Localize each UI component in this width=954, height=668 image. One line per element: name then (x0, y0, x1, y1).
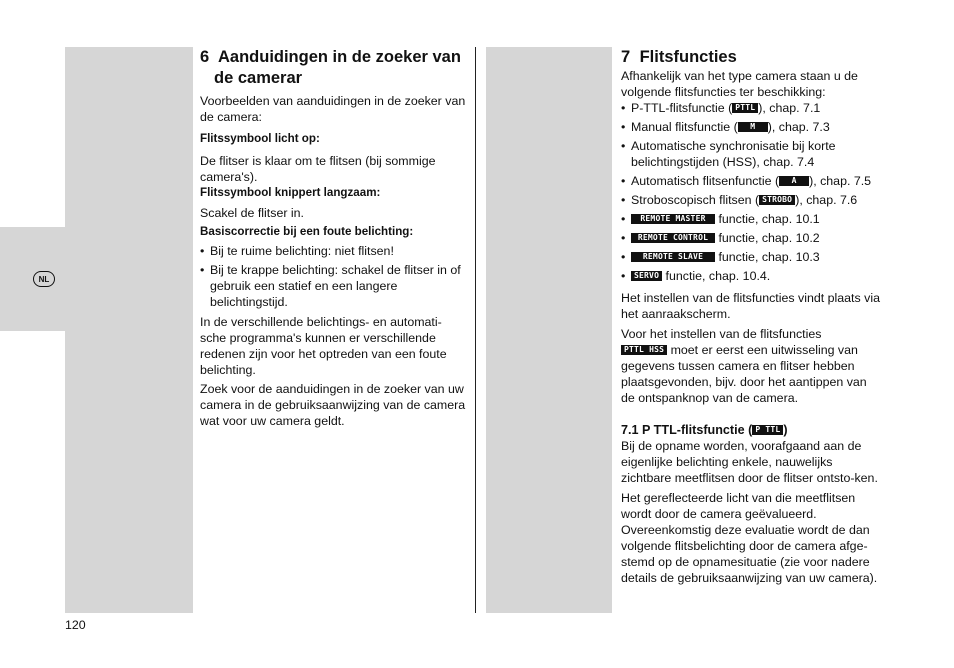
right-column (621, 47, 883, 586)
section-6-title-line2: de camerar (214, 69, 303, 87)
lit-text: De flitser is klaar om te flitsen (bij sommige camera's). (200, 154, 436, 184)
page-number: 120 (65, 618, 86, 632)
list-item: • Bij te krappe belichting: schakel de flitser in of gebruik een statief en een langere belichtingstijd. (200, 262, 466, 310)
left-column (200, 47, 466, 429)
intro-text: Voorbeelden van aanduidingen in de zoeker van de camera: (200, 94, 466, 124)
list-item: • SERVO functie, chap. 10.4. (621, 268, 883, 284)
blink-text: Scakel de flitser in. (200, 206, 304, 220)
strobo-icon: STROBO (759, 195, 795, 205)
subheading-blink: Flitssymbool knippert langzaam: (200, 186, 381, 199)
paragraph-setup: Voor het instellen van de flitsfuncties PTTL HSS moet er eerst een uitwisseling van gegevens tussen camera en flitser hebben plaatsgevonden, bijv. door het aantippen van de ontspanknop van de camera. (621, 327, 867, 405)
remote-slave-icon: REMOTE SLAVE (631, 252, 715, 262)
pttl-icon: PTTL (732, 103, 758, 113)
paragraph-evaluation: Het gereflecteerde licht van die meetflitsen wordt door de camera geëvalueerd. Overeenkomstig deze evaluatie wordt de dan volgende flitsbelichting door de camera afge-stemd op de opnamesituatie (zie voor nadere details de gebruiksaanwijzing van uw camera). (621, 491, 878, 585)
section-6-title: 6 Aanduidingen in de zoeker van (200, 48, 461, 66)
column-divider (475, 47, 476, 613)
subheading-lit: Flitssymbool licht op: (200, 132, 320, 145)
paragraph-programs: In de verschillende belichtings- en automati-sche programma's kunnen er verschillende redenen zijn voor het optreden van een foute belichting. (200, 315, 447, 377)
left-sidebar-panel (65, 47, 193, 613)
list-item: • REMOTE SLAVE functie, chap. 10.3 (621, 249, 883, 265)
pttl-hss-icon: PTTL HSS (621, 345, 667, 355)
paragraph-preflash: Bij de opname worden, voorafgaand aan de eigenlijke belichting enkele, nauwelijks zichtbare meetflitsen door de flitser ontsto-ken. (621, 439, 878, 485)
list-item: • Automatische synchronisatie bij korte belichtingstijden (HSS), chap. 7.4 (621, 138, 883, 170)
section-7-title: 7 Flitsfuncties (621, 48, 737, 66)
list-item: • P-TTL-flitsfunctie ( PTTL ), chap. 7.1 (621, 100, 883, 116)
list-item: • Bij te ruime belichting: niet flitsen! (200, 243, 466, 259)
language-badge: NL (33, 271, 55, 287)
servo-icon: SERVO (631, 271, 662, 281)
paragraph-touchscreen: Het instellen van de flitsfuncties vindt plaats via het aanraakscherm. (621, 291, 880, 321)
remote-control-icon: REMOTE CONTROL (631, 233, 715, 243)
remote-master-icon: REMOTE MASTER (631, 214, 715, 224)
list-item: • Stroboscopisch flitsen ( STROBO ), chap. 7.6 (621, 192, 883, 208)
subsection-7-1-title: 7.1 P TTL-flitsfunctie ( P TTL ) (621, 423, 788, 437)
subheading-correction: Basiscorrectie bij een foute belichting: (200, 225, 414, 238)
p-ttl-icon: P TTL (752, 425, 783, 435)
manual-icon: M (738, 122, 768, 132)
list-item: • REMOTE MASTER functie, chap. 10.1 (621, 211, 883, 227)
list-item: • REMOTE CONTROL functie, chap. 10.2 (621, 230, 883, 246)
list-item: • Manual flitsfunctie ( M ), chap. 7.3 (621, 119, 883, 135)
right-sidebar-panel (486, 47, 612, 613)
auto-icon: A (779, 176, 809, 186)
intro-text: Afhankelijk van het type camera staan u de volgende flitsfuncties ter beschikking: (621, 69, 858, 99)
paragraph-manual-ref: Zoek voor de aanduidingen in de zoeker van uw camera in de gebruiksaanwijzing van de camera wat voor uw camera geldt. (200, 382, 466, 428)
list-item: • Automatisch flitsenfunctie ( A ), chap. 7.5 (621, 173, 883, 189)
